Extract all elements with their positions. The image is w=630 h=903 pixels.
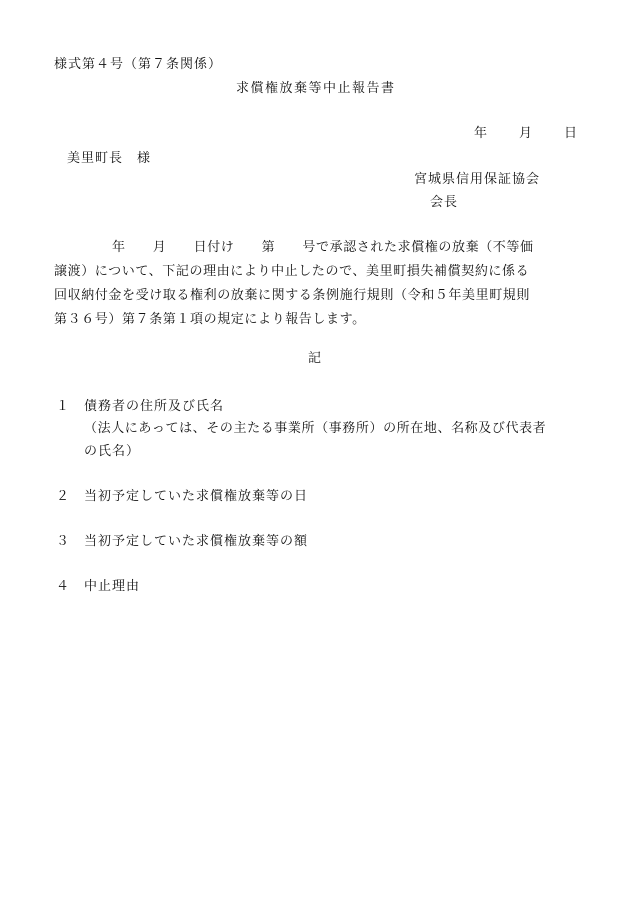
- date-year: 年: [474, 126, 489, 141]
- item-note-line: の氏名）: [84, 444, 141, 459]
- form-number-label: 様式第４号（第７条関係）: [54, 57, 223, 72]
- item-number: ４: [56, 579, 71, 594]
- body-paragraph: [54, 236, 584, 332]
- document-title: 求償権放棄等中止報告書: [236, 81, 396, 96]
- item-number: ３: [56, 534, 71, 549]
- item-number: １: [56, 399, 71, 414]
- body-line: 年 月 日付け 第 号で承認された求償権の放棄（不等価: [112, 240, 534, 255]
- ki-heading: 記: [308, 351, 323, 366]
- item-text: 債務者の住所及び氏名: [84, 399, 225, 414]
- sender-position: 会長: [430, 195, 459, 210]
- body-line: 回収納付金を受け取る権利の放棄に関する条例施行規則（令和５年美里町規則: [54, 288, 531, 303]
- item-number: ２: [56, 489, 71, 504]
- body-line: 第３６号）第７条第１項の規定により報告します。: [54, 312, 366, 327]
- body-line: 譲渡）について、下記の理由により中止したので、美里町損失補償契約に係る: [54, 264, 530, 279]
- item-note-line: （法人にあっては、その主たる事業所（事務所）の所在地、名称及び代表者: [84, 421, 547, 436]
- item-text: 中止理由: [84, 579, 141, 594]
- date-day: 日: [564, 126, 579, 141]
- item-text: 当初予定していた求償権放棄等の額: [84, 534, 309, 549]
- sender-organization: 宮城県信用保証協会: [414, 172, 541, 187]
- item-text: 当初予定していた求償権放棄等の日: [84, 489, 309, 504]
- addressee: 美里町長 様: [67, 151, 152, 166]
- date-month: 月: [519, 126, 534, 141]
